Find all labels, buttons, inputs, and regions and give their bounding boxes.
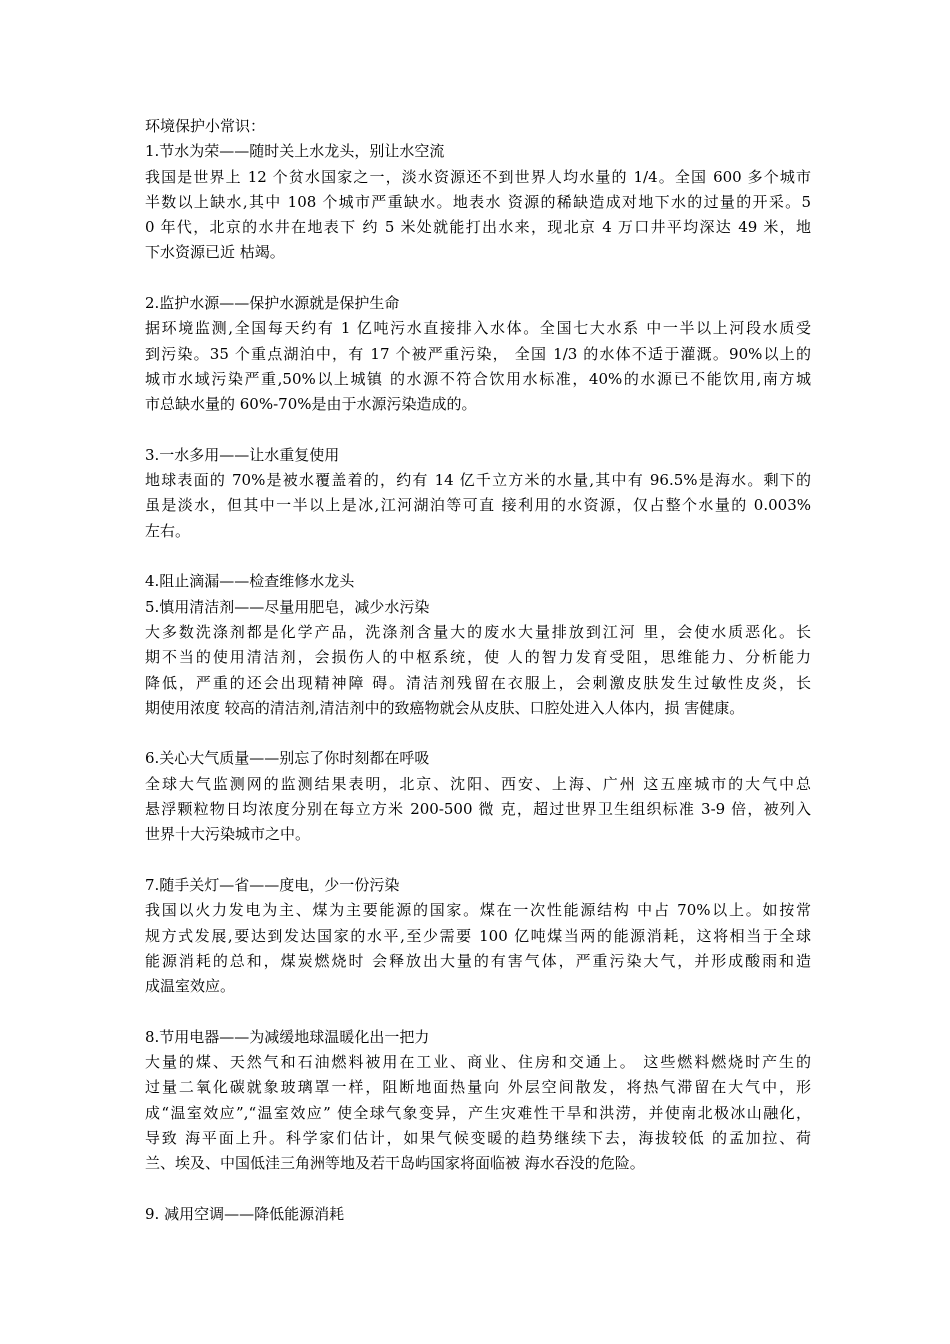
paragraph-gap: [145, 848, 811, 873]
paragraph-line: 降低，严重的还会出现精神障 碍。清洁剂残留在衣服上，会刺激皮肤发生过敏性皮炎，长: [145, 673, 811, 692]
paragraph-line: 到污染。35 个重点湖泊中，有 17 个被严重污染， 全国 1/3 的水体不适于灌溉。90%以上的: [145, 344, 811, 363]
section-heading: 9. 减用空调——降低能源消耗: [145, 1204, 345, 1223]
paragraph-line: 据环境监测,全国每天约有 1 亿吨污水直接排入水体。全国七大水系 中一半以上河段水质受: [145, 319, 811, 338]
paragraph-line: 我国是世界上 12 个贫水国家之一，淡水资源还不到世界人均水量的 1/4。全国 600 多个城市: [145, 167, 811, 186]
paragraph-line: 市总缺水量的 60%-70%是由于水源污染造成的。: [145, 395, 477, 414]
paragraph-gap: [145, 418, 811, 443]
paragraph-gap: [145, 999, 811, 1024]
paragraph-line: 悬浮颗粒物日均浓度分别在每立方米 200-500 微 克，超过世界卫生组织标准 3-9 倍，被列入: [145, 800, 811, 819]
section-heading: 8.节用电器——为减缓地球温暖化出一把力: [145, 1027, 430, 1046]
section-heading: 2.监护水源——保护水源就是保护生命: [145, 294, 400, 313]
document-title: 环境保护小常识：: [145, 117, 266, 135]
section-heading: 4.阻止滴漏——检查维修水龙头: [145, 572, 355, 591]
paragraph-line: 规方式发展,要达到发达国家的水平,至少需要 100 亿吨煤当两的能源消耗，这将相当于全球: [145, 926, 811, 945]
paragraph-line: 期使用浓度 较高的清洁剂,清洁剂中的致癌物就会从皮肤、口腔处进入人体内，损 害健康。: [145, 698, 745, 717]
paragraph-line: 大多数洗涤剂都是化学产品，洗涤剂含量大的废水大量排放到江河 里，会使水质恶化。长: [145, 622, 811, 641]
paragraph-line: 0 年代，北京的水井在地表下 约 5 米处就能打出水来，现北京 4 万口井平均深达 49 米，地: [145, 218, 811, 237]
paragraph-line: 半数以上缺水,其中 108 个城市严重缺水。地表水 资源的稀缺造成对地下水的过量的开采。5: [145, 192, 811, 211]
paragraph-line: 左右。: [145, 521, 191, 540]
paragraph-line: 兰、埃及、中国低洼三角洲等地及若干岛屿国家将面临被 海水吞没的危险。: [145, 1154, 645, 1173]
paragraph-line: 过量二氧化碳就象玻璃罩一样，阻断地面热量向 外层空间散发，将热气滞留在大气中，形: [145, 1078, 811, 1097]
document-body: [145, 114, 811, 1227]
paragraph-line: 下水资源已近 枯竭。: [145, 243, 285, 262]
paragraph-line: 虽是淡水，但其中一半以上是冰,江河湖泊等可直 接利用的水资源，仅占整个水量的 0.003%: [145, 496, 811, 515]
paragraph-gap: [145, 544, 811, 569]
paragraph-line: 世界十大污染城市之中。: [145, 825, 311, 844]
paragraph-line: 城市水域污染严重,50%以上城镇 的水源不符合饮用水标准，40%的水源已不能饮用,南方城: [145, 369, 811, 388]
section-heading: 3.一水多用——让水重复使用: [145, 445, 340, 464]
paragraph-gap: [145, 266, 811, 291]
paragraph-line: 期不当的使用清洁剂，会损伤人的中枢系统，使 人的智力发育受阻，思维能力、分析能力: [145, 648, 811, 667]
section-heading: 5.慎用清洁剂——尽量用肥皂，减少水污染: [145, 597, 430, 616]
paragraph-line: 我国以火力发电为主、煤为主要能源的国家。煤在一次性能源结构 中占 70%以上。如按常: [145, 901, 811, 920]
section-heading: 6.关心大气质量——别忘了你时刻都在呼吸: [145, 749, 430, 768]
section-heading: 7.随手关灯—省——度电，少一份污染: [145, 875, 400, 894]
paragraph-line: 导致 海平面上升。科学家们估计，如果气候变暖的趋势继续下去，海拔较低 的孟加拉、荷: [145, 1128, 811, 1147]
paragraph-line: 地球表面的 70%是被水覆盖着的，约有 14 亿千立方米的水量,其中有 96.5%是海水。剩下的: [145, 471, 811, 490]
section-heading: 1.节水为荣——随时关上水龙头，别让水空流: [145, 142, 445, 161]
paragraph-gap: [145, 721, 811, 746]
paragraph-line: 成温室效应。: [145, 977, 236, 996]
paragraph-line: 成“温室效应”,“温室效应” 使全球气象变异，产生灾难性干旱和洪涝，并使南北极冰山融化，: [145, 1103, 811, 1122]
paragraph-line: 大量的煤、天然气和石油燃料被用在工业、商业、住房和交通上。 这些燃料燃烧时产生的: [145, 1052, 811, 1071]
paragraph-gap: [145, 1176, 811, 1201]
paragraph-line: 全球大气监测网的监测结果表明，北京、沈阳、西安、上海、广州 这五座城市的大气中总: [145, 774, 811, 793]
paragraph-line: 能源消耗的总和，煤炭燃烧时 会释放出大量的有害气体，严重污染大气，并形成酸雨和造: [145, 951, 811, 970]
